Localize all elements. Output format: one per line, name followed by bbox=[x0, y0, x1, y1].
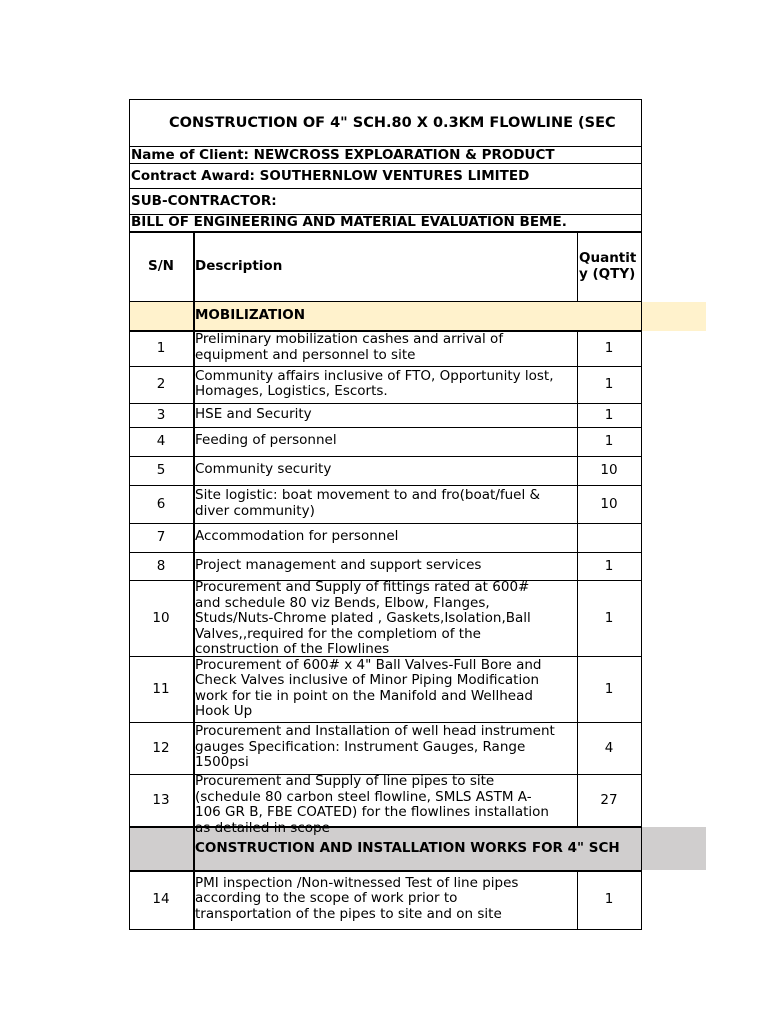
row-qty: 1 bbox=[604, 433, 614, 450]
row-description bbox=[195, 462, 577, 485]
row-sn: 4 bbox=[156, 433, 166, 450]
row-qty: 1 bbox=[604, 557, 614, 574]
row-sn: 2 bbox=[156, 376, 166, 393]
row-qty: 10 bbox=[600, 462, 618, 479]
row-sn: 6 bbox=[156, 495, 166, 512]
row-description-line: 1500psi bbox=[195, 754, 249, 771]
row-sn: 10 bbox=[152, 609, 170, 626]
row-description-line: Feeding of personnel bbox=[195, 432, 337, 449]
row-sn: 13 bbox=[152, 791, 170, 808]
row-description-line: Valves,,required for the completiom of the bbox=[195, 625, 481, 642]
row-description-line: Procurement of 600# x 4" Ball Valves-Full Bore and bbox=[195, 656, 542, 673]
section-mobilization-label: MOBILIZATION bbox=[195, 307, 306, 323]
row-description bbox=[195, 529, 577, 552]
row-description-line: diver community) bbox=[195, 502, 315, 519]
row-qty: 10 bbox=[600, 495, 618, 512]
client-name: Name of Client: NEWCROSS EXPLOARATION & PRODUCT bbox=[131, 147, 555, 163]
row-description-line: according to the scope of work prior to bbox=[195, 890, 458, 907]
row-description-line: Procurement and Supply of fittings rated at 600# bbox=[195, 579, 530, 595]
row-sn: 8 bbox=[156, 557, 166, 574]
row-description bbox=[195, 369, 577, 404]
row-description-line: as detailed in scope bbox=[195, 819, 330, 836]
row-description-line: PMI inspection /Non-witnessed Test of line pipes bbox=[195, 874, 519, 891]
row-description-line: Check Valves inclusive of Minor Piping Modification bbox=[195, 672, 540, 688]
row-description-line: Studs/Nuts-Chrome plated , Gaskets,Isolation,Ball bbox=[195, 610, 531, 626]
row-description-line: Site logistic: boat movement to and fro(boat/fuel & bbox=[195, 487, 541, 503]
sub-contractor: SUB-CONTRACTOR: bbox=[131, 193, 277, 209]
spreadsheet-sheet bbox=[129, 99, 642, 930]
row-qty: 1 bbox=[604, 406, 614, 423]
row-qty: 1 bbox=[604, 680, 614, 697]
row-description-line: 106 GR B, FBE COATED) for the flowlines installation bbox=[195, 804, 549, 820]
row-description-line: HSE and Security bbox=[195, 405, 312, 422]
row-description bbox=[195, 433, 577, 456]
row-qty: 4 bbox=[604, 739, 614, 756]
row-description bbox=[195, 658, 577, 723]
row-description-line: transportation of the pipes to site and on site bbox=[195, 905, 502, 922]
section-construction-fill-overflow bbox=[642, 827, 706, 870]
row-description-line: Accommodation for personnel bbox=[195, 528, 399, 545]
row-description bbox=[195, 876, 577, 929]
header-qty-line2: y (QTY) bbox=[579, 266, 636, 282]
row-qty: 27 bbox=[600, 791, 618, 808]
row-description bbox=[195, 488, 577, 523]
row-sn: 11 bbox=[152, 680, 170, 697]
row-description-line: Project management and support services bbox=[195, 556, 482, 573]
row-description-line: Community security bbox=[195, 461, 332, 478]
row-description bbox=[195, 558, 577, 580]
header-sn: S/N bbox=[148, 258, 174, 274]
row-description-line: Homages, Logistics, Escorts. bbox=[195, 383, 388, 399]
row-description-line: construction of the Flowlines bbox=[195, 641, 390, 657]
row-description bbox=[195, 580, 577, 656]
row-qty: 1 bbox=[604, 891, 614, 908]
row-description-line: Preliminary mobilization cashes and arrival of bbox=[195, 331, 504, 347]
beme-title: BILL OF ENGINEERING AND MATERIAL EVALUATION BEME. bbox=[131, 214, 567, 230]
row-sn: 7 bbox=[156, 529, 166, 546]
row-description bbox=[195, 332, 577, 366]
document-title: CONSTRUCTION OF 4" SCH.80 X 0.3KM FLOWLINE (SEC bbox=[169, 115, 616, 131]
row-description-line: gauges Specification: Instrument Gauges, Range bbox=[195, 738, 526, 755]
row-description-line: Procurement and Installation of well head instrument bbox=[195, 723, 555, 740]
contract-award: Contract Award: SOUTHERNLOW VENTURES LIMITED bbox=[131, 168, 530, 184]
row-description-line: and schedule 80 viz Bends, Elbow, Flanges, bbox=[195, 594, 490, 611]
row-description bbox=[195, 773, 577, 836]
row-description-line: Community affairs inclusive of FTO, Opportunity lost, bbox=[195, 367, 554, 384]
row-description bbox=[195, 407, 577, 427]
row-qty: 1 bbox=[604, 376, 614, 393]
row-description bbox=[195, 724, 577, 774]
row-qty: 1 bbox=[604, 609, 614, 626]
section-mobilization-fill-overflow bbox=[642, 302, 706, 331]
row-description-line: Procurement and Supply of line pipes to site bbox=[195, 773, 495, 789]
row-qty: 1 bbox=[604, 339, 614, 356]
row-sn: 3 bbox=[156, 406, 166, 423]
header-description: Description bbox=[195, 258, 283, 274]
header-qty-line1: Quantit bbox=[579, 250, 637, 266]
row-description-line: Hook Up bbox=[195, 703, 253, 719]
row-sn: 12 bbox=[152, 739, 170, 756]
row-sn: 14 bbox=[152, 891, 170, 908]
row-sn: 1 bbox=[156, 339, 166, 356]
row-description-line: equipment and personnel to site bbox=[195, 346, 416, 363]
row-sn: 5 bbox=[156, 462, 166, 479]
row-description-line: (schedule 80 carbon steel flowline, SMLS ASTM A- bbox=[195, 788, 532, 805]
section-construction-label: CONSTRUCTION AND INSTALLATION WORKS FOR 4" SCH bbox=[195, 840, 620, 856]
row-description-line: work for tie in point on the Manifold and Wellhead bbox=[195, 687, 533, 704]
